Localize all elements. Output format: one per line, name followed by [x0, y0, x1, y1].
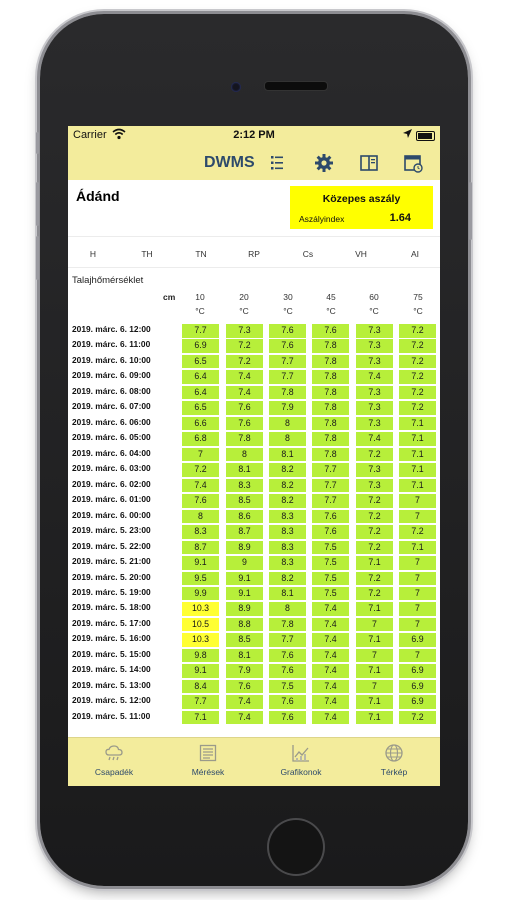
- row-timestamp: 2019. márc. 5. 12:00: [72, 695, 151, 706]
- temperature-cell: 9.8: [182, 649, 219, 663]
- temperature-cell: 7.2: [356, 494, 393, 508]
- temperature-cell: 7.1: [399, 448, 436, 462]
- temperature-cell: 7.6: [226, 401, 263, 415]
- tab-label: Térkép: [380, 767, 408, 777]
- temperature-cell: 7.3: [226, 324, 263, 338]
- temperature-cell: 7.6: [312, 510, 349, 524]
- temperature-cell: 7.3: [356, 401, 393, 415]
- temperature-cell: 7.5: [312, 541, 349, 555]
- temperature-cell: 7.3: [356, 339, 393, 353]
- temperature-cell: 7.6: [182, 494, 219, 508]
- temperature-cell: 7.4: [226, 695, 263, 709]
- row-timestamp: 2019. márc. 6. 05:00: [72, 432, 151, 443]
- temperature-cell: 8.3: [269, 556, 306, 570]
- temperature-cell: 6.9: [399, 680, 436, 694]
- temperature-cell: 8.2: [269, 494, 306, 508]
- temperature-cell: 7: [399, 510, 436, 524]
- unit-label: °C: [413, 306, 423, 316]
- temperature-cell: 7.2: [399, 324, 436, 338]
- temperature-cell: 7.3: [356, 463, 393, 477]
- temperature-cell: 7.6: [269, 649, 306, 663]
- drought-status-title: Közepes aszály: [322, 193, 401, 205]
- temperature-cell: 7.9: [226, 664, 263, 678]
- temperature-cell: 10.3: [182, 602, 219, 616]
- temperature-cell: 7.4: [312, 711, 349, 725]
- temperature-cell: 7.8: [312, 355, 349, 369]
- temperature-cell: 8.3: [226, 479, 263, 493]
- temperature-cell: 7.2: [356, 572, 393, 586]
- row-timestamp: 2019. márc. 5. 11:00: [72, 710, 151, 721]
- temperature-cell: 10.3: [182, 633, 219, 647]
- temperature-cell: 7.5: [312, 587, 349, 601]
- temperature-cell: 7.9: [269, 401, 306, 415]
- temperature-cell: 7.1: [399, 463, 436, 477]
- temperature-cell: 7.1: [399, 541, 436, 555]
- temperature-cell: 7.2: [399, 525, 436, 539]
- column-header-tn[interactable]: TN: [195, 249, 207, 259]
- row-timestamp: 2019. márc. 5. 22:00: [72, 540, 151, 551]
- temperature-cell: 8.1: [269, 448, 306, 462]
- table-row[interactable]: [68, 571, 440, 586]
- temperature-cell: 7.8: [312, 386, 349, 400]
- row-timestamp: 2019. márc. 5. 16:00: [72, 633, 151, 644]
- temperature-cell: 7.8: [312, 370, 349, 384]
- temperature-cell: 7: [356, 618, 393, 632]
- temperature-cell: 7.3: [356, 479, 393, 493]
- depth-label: 30: [283, 292, 293, 302]
- temperature-cell: 7.2: [356, 448, 393, 462]
- table-row[interactable]: [68, 540, 440, 555]
- table-row[interactable]: [68, 555, 440, 570]
- table-row[interactable]: [68, 416, 440, 431]
- temperature-cell: 7.3: [356, 355, 393, 369]
- temperature-cell: 7.1: [356, 633, 393, 647]
- row-timestamp: 2019. márc. 6. 06:00: [72, 416, 151, 427]
- temperature-cell: 8.1: [226, 649, 263, 663]
- temperature-cell: 9: [226, 556, 263, 570]
- table-row[interactable]: [68, 338, 440, 353]
- drought-status-box[interactable]: [290, 186, 433, 229]
- column-header-rp[interactable]: RP: [248, 249, 260, 259]
- table-row[interactable]: [68, 617, 440, 632]
- temperature-cell: 7.6: [312, 525, 349, 539]
- temperature-cell: 6.9: [399, 664, 436, 678]
- column-header-vh[interactable]: VH: [355, 249, 367, 259]
- column-header-row: [68, 237, 440, 268]
- temperature-cell: 7.8: [312, 417, 349, 431]
- temperature-cell: 7.1: [399, 479, 436, 493]
- temperature-cell: 7.7: [182, 695, 219, 709]
- temperature-cell: 7.4: [182, 479, 219, 493]
- temperature-cell: 7: [182, 448, 219, 462]
- column-header-cs[interactable]: Cs: [302, 249, 314, 259]
- temperature-cell: 8.3: [269, 525, 306, 539]
- temperature-cell: 7.3: [356, 324, 393, 338]
- temperature-cell: 7.6: [269, 664, 306, 678]
- temperature-cell: 7.2: [356, 541, 393, 555]
- row-timestamp: 2019. márc. 5. 20:00: [72, 571, 151, 582]
- temperature-cell: 6.5: [182, 401, 219, 415]
- table-row[interactable]: [68, 509, 440, 524]
- temperature-cell: 7.2: [182, 463, 219, 477]
- temperature-cell: 7.5: [312, 556, 349, 570]
- temperature-cell: 9.9: [182, 587, 219, 601]
- temperature-cell: 8.2: [269, 572, 306, 586]
- column-header-ai[interactable]: AI: [410, 249, 420, 259]
- temperature-cell: 8: [182, 510, 219, 524]
- depth-label: 60: [369, 292, 379, 302]
- table-row[interactable]: [68, 648, 440, 663]
- temperature-cell: 7.7: [312, 463, 349, 477]
- globe-icon: [384, 743, 404, 763]
- row-timestamp: 2019. márc. 5. 17:00: [72, 617, 151, 628]
- temperature-cell: 6.4: [182, 370, 219, 384]
- temperature-cell: 7.8: [312, 448, 349, 462]
- temperature-cell: 9.1: [182, 556, 219, 570]
- row-timestamp: 2019. márc. 6. 04:00: [72, 447, 151, 458]
- temperature-cell: 8.7: [226, 525, 263, 539]
- temperature-cell: 8: [226, 448, 263, 462]
- table-row[interactable]: [68, 586, 440, 601]
- calendar-clock-icon[interactable]: [402, 152, 424, 174]
- settings-gear-icon[interactable]: [313, 152, 335, 174]
- soil-temperature-table: [68, 323, 440, 725]
- row-timestamp: 2019. márc. 6. 10:00: [72, 354, 151, 365]
- temperature-cell: 8.6: [226, 510, 263, 524]
- temperature-cell: 7.6: [269, 339, 306, 353]
- temperature-cell: 7.2: [226, 339, 263, 353]
- temperature-cell: 8: [269, 432, 306, 446]
- app-title: DWMS: [204, 154, 255, 171]
- temperature-cell: 7.4: [356, 370, 393, 384]
- table-row[interactable]: [68, 462, 440, 477]
- unit-label: °C: [369, 306, 379, 316]
- table-row[interactable]: [68, 694, 440, 709]
- tab-bar: [68, 737, 440, 786]
- temperature-cell: 7.4: [312, 680, 349, 694]
- temperature-cell: 8.3: [269, 541, 306, 555]
- temperature-cell: 8.8: [226, 618, 263, 632]
- temperature-cell: 6.4: [182, 386, 219, 400]
- table-row[interactable]: [68, 493, 440, 508]
- column-header-h[interactable]: H: [89, 249, 97, 259]
- temperature-cell: 7.4: [356, 432, 393, 446]
- volume-up-button: [36, 182, 39, 226]
- temperature-cell: 7.1: [399, 417, 436, 431]
- temperature-cell: 7.7: [269, 355, 306, 369]
- temperature-cell: 8.2: [269, 479, 306, 493]
- temperature-cell: 7.8: [312, 339, 349, 353]
- temperature-cell: 7.8: [269, 618, 306, 632]
- temperature-cell: 7.8: [226, 432, 263, 446]
- status-time: 2:12 PM: [233, 129, 275, 141]
- unit-label: °C: [195, 306, 205, 316]
- row-timestamp: 2019. márc. 6. 01:00: [72, 494, 151, 505]
- temperature-cell: 7: [399, 556, 436, 570]
- row-timestamp: 2019. márc. 5. 15:00: [72, 648, 151, 659]
- temperature-cell: 8.7: [182, 541, 219, 555]
- unit-label: °C: [283, 306, 293, 316]
- temperature-cell: 8.9: [226, 541, 263, 555]
- depth-label: 45: [326, 292, 336, 302]
- temperature-cell: 6.6: [182, 417, 219, 431]
- temperature-cell: 7.2: [399, 370, 436, 384]
- temperature-cell: 8.5: [226, 633, 263, 647]
- carrier-label: Carrier: [73, 129, 107, 141]
- table-row[interactable]: [68, 447, 440, 462]
- temperature-cell: 7: [399, 494, 436, 508]
- row-timestamp: 2019. márc. 6. 09:00: [72, 370, 151, 381]
- table-row[interactable]: [68, 385, 440, 400]
- table-row[interactable]: [68, 478, 440, 493]
- table-row[interactable]: [68, 524, 440, 539]
- temperature-cell: 7.7: [312, 494, 349, 508]
- temperature-cell: 7.1: [356, 602, 393, 616]
- temperature-cell: 6.8: [182, 432, 219, 446]
- temperature-cell: 7.2: [399, 339, 436, 353]
- temperature-cell: 7.6: [269, 695, 306, 709]
- silent-switch: [36, 132, 39, 154]
- temperature-cell: 7.7: [269, 633, 306, 647]
- temperature-cell: 7: [356, 680, 393, 694]
- temperature-cell: 7: [399, 602, 436, 616]
- temperature-cell: 8: [269, 417, 306, 431]
- temperature-cell: 7.1: [182, 711, 219, 725]
- temperature-cell: 7.2: [399, 355, 436, 369]
- temperature-cell: 9.5: [182, 572, 219, 586]
- temperature-cell: 10.5: [182, 618, 219, 632]
- temperature-cell: 8.1: [226, 463, 263, 477]
- nav-bar: [68, 144, 440, 180]
- temperature-cell: 7.2: [356, 525, 393, 539]
- temperature-cell: 8.5: [226, 494, 263, 508]
- temperature-cell: 7: [399, 618, 436, 632]
- earpiece-speaker: [264, 81, 328, 91]
- app-screen: [68, 126, 440, 786]
- temperature-cell: 7.6: [312, 324, 349, 338]
- temperature-cell: 7.8: [312, 401, 349, 415]
- table-row[interactable]: [68, 431, 440, 446]
- row-timestamp: 2019. márc. 5. 21:00: [72, 556, 151, 567]
- temperature-cell: 7.4: [312, 695, 349, 709]
- temperature-cell: 7.1: [356, 711, 393, 725]
- row-timestamp: 2019. márc. 6. 02:00: [72, 478, 151, 489]
- depth-unit-label: cm: [163, 292, 176, 302]
- temperature-cell: 6.5: [182, 355, 219, 369]
- temperature-cell: 7.4: [312, 618, 349, 632]
- table-row[interactable]: [68, 601, 440, 616]
- temperature-cell: 7.2: [226, 355, 263, 369]
- temperature-cell: 8: [269, 602, 306, 616]
- temperature-cell: 7.4: [312, 602, 349, 616]
- row-timestamp: 2019. márc. 6. 11:00: [72, 339, 151, 350]
- temperature-cell: 7.2: [356, 587, 393, 601]
- temperature-cell: 7.5: [312, 572, 349, 586]
- list-icon: [198, 743, 218, 763]
- column-header-th[interactable]: TH: [141, 249, 153, 259]
- temperature-cell: 7.7: [182, 324, 219, 338]
- temperature-cell: 6.9: [182, 339, 219, 353]
- volume-down-button: [36, 236, 39, 280]
- tab-meresek[interactable]: [163, 743, 253, 777]
- temperature-cell: 8.4: [182, 680, 219, 694]
- temperature-cell: 8.2: [269, 463, 306, 477]
- row-timestamp: 2019. márc. 6. 07:00: [72, 401, 151, 412]
- temperature-cell: 7.6: [269, 324, 306, 338]
- section-title: Talajhőmérséklet: [72, 275, 144, 286]
- temperature-cell: 7.4: [226, 386, 263, 400]
- table-row[interactable]: [68, 354, 440, 369]
- depth-label: 75: [413, 292, 423, 302]
- tab-label: Mérések: [191, 767, 225, 777]
- row-timestamp: 2019. márc. 6. 03:00: [72, 463, 151, 474]
- temperature-cell: 7.5: [269, 680, 306, 694]
- rain-cloud-icon: [104, 743, 124, 763]
- table-row[interactable]: [68, 679, 440, 694]
- drought-index-value: 1.64: [389, 212, 411, 224]
- row-timestamp: 2019. márc. 6. 12:00: [72, 324, 151, 334]
- temperature-cell: 8.9: [226, 602, 263, 616]
- row-timestamp: 2019. márc. 5. 18:00: [72, 602, 151, 613]
- tab-label: Grafikonok: [280, 767, 322, 777]
- front-camera: [231, 82, 241, 92]
- table-row[interactable]: [68, 663, 440, 678]
- temperature-cell: 7.2: [399, 401, 436, 415]
- temperature-cell: 8.3: [182, 525, 219, 539]
- tab-terkep[interactable]: [349, 743, 439, 777]
- list-view-icon[interactable]: [268, 152, 290, 174]
- temperature-cell: 7.1: [399, 432, 436, 446]
- tab-label: Csapadék: [94, 767, 134, 777]
- temperature-cell: 7.3: [356, 386, 393, 400]
- temperature-cell: 7.4: [312, 649, 349, 663]
- table-row[interactable]: [68, 323, 440, 338]
- power-button: [469, 182, 472, 240]
- chart-icon: [291, 743, 311, 763]
- temperature-cell: 7: [399, 587, 436, 601]
- temperature-cell: 7.8: [269, 386, 306, 400]
- row-timestamp: 2019. márc. 5. 14:00: [72, 664, 151, 675]
- unit-label: °C: [239, 306, 249, 316]
- temperature-cell: 7.4: [312, 633, 349, 647]
- temperature-cell: 7.1: [356, 664, 393, 678]
- station-name: Ádánd: [76, 188, 120, 204]
- station-header: [68, 180, 440, 237]
- temperature-cell: 7: [399, 649, 436, 663]
- book-icon[interactable]: [358, 152, 380, 174]
- temperature-cell: 7: [356, 649, 393, 663]
- depth-label: 10: [195, 292, 205, 302]
- temperature-cell: 7.1: [356, 695, 393, 709]
- row-timestamp: 2019. márc. 5. 23:00: [72, 525, 151, 536]
- temperature-cell: 7.2: [356, 510, 393, 524]
- temperature-cell: 7.2: [399, 386, 436, 400]
- table-row[interactable]: [68, 632, 440, 647]
- temperature-cell: 8.1: [269, 587, 306, 601]
- temperature-cell: 7.4: [312, 664, 349, 678]
- status-bar: [68, 126, 440, 144]
- depth-label: 20: [239, 292, 249, 302]
- temperature-cell: 8.3: [269, 510, 306, 524]
- temperature-cell: 6.9: [399, 633, 436, 647]
- unit-label: °C: [326, 306, 336, 316]
- temperature-cell: 7.6: [269, 711, 306, 725]
- tab-csapadek[interactable]: [69, 743, 159, 777]
- row-timestamp: 2019. márc. 5. 13:00: [72, 679, 151, 690]
- temperature-cell: 7.7: [312, 479, 349, 493]
- table-row[interactable]: [68, 710, 440, 725]
- row-timestamp: 2019. márc. 6. 00:00: [72, 509, 151, 520]
- temperature-cell: 7: [399, 572, 436, 586]
- home-button[interactable]: [269, 820, 323, 874]
- temperature-cell: 7.1: [356, 556, 393, 570]
- row-timestamp: 2019. márc. 5. 19:00: [72, 586, 151, 597]
- temperature-cell: 7.6: [226, 680, 263, 694]
- temperature-cell: 7.8: [312, 432, 349, 446]
- temperature-cell: 7.4: [226, 370, 263, 384]
- temperature-cell: 7.6: [226, 417, 263, 431]
- temperature-cell: 7.2: [399, 711, 436, 725]
- temperature-cell: 7.3: [356, 417, 393, 431]
- temperature-cell: 6.9: [399, 695, 436, 709]
- tab-grafikonok[interactable]: [256, 743, 346, 777]
- table-row[interactable]: [68, 369, 440, 384]
- row-timestamp: 2019. márc. 6. 08:00: [72, 385, 151, 396]
- temperature-cell: 9.1: [226, 572, 263, 586]
- temperature-cell: 7.4: [226, 711, 263, 725]
- drought-index-label: Aszályindex: [299, 214, 345, 224]
- temperature-cell: 9.1: [226, 587, 263, 601]
- battery-icon: [416, 131, 435, 141]
- location-arrow-icon: [403, 129, 412, 141]
- table-row[interactable]: [68, 400, 440, 415]
- temperature-cell: 7.7: [269, 370, 306, 384]
- temperature-cell: 9.1: [182, 664, 219, 678]
